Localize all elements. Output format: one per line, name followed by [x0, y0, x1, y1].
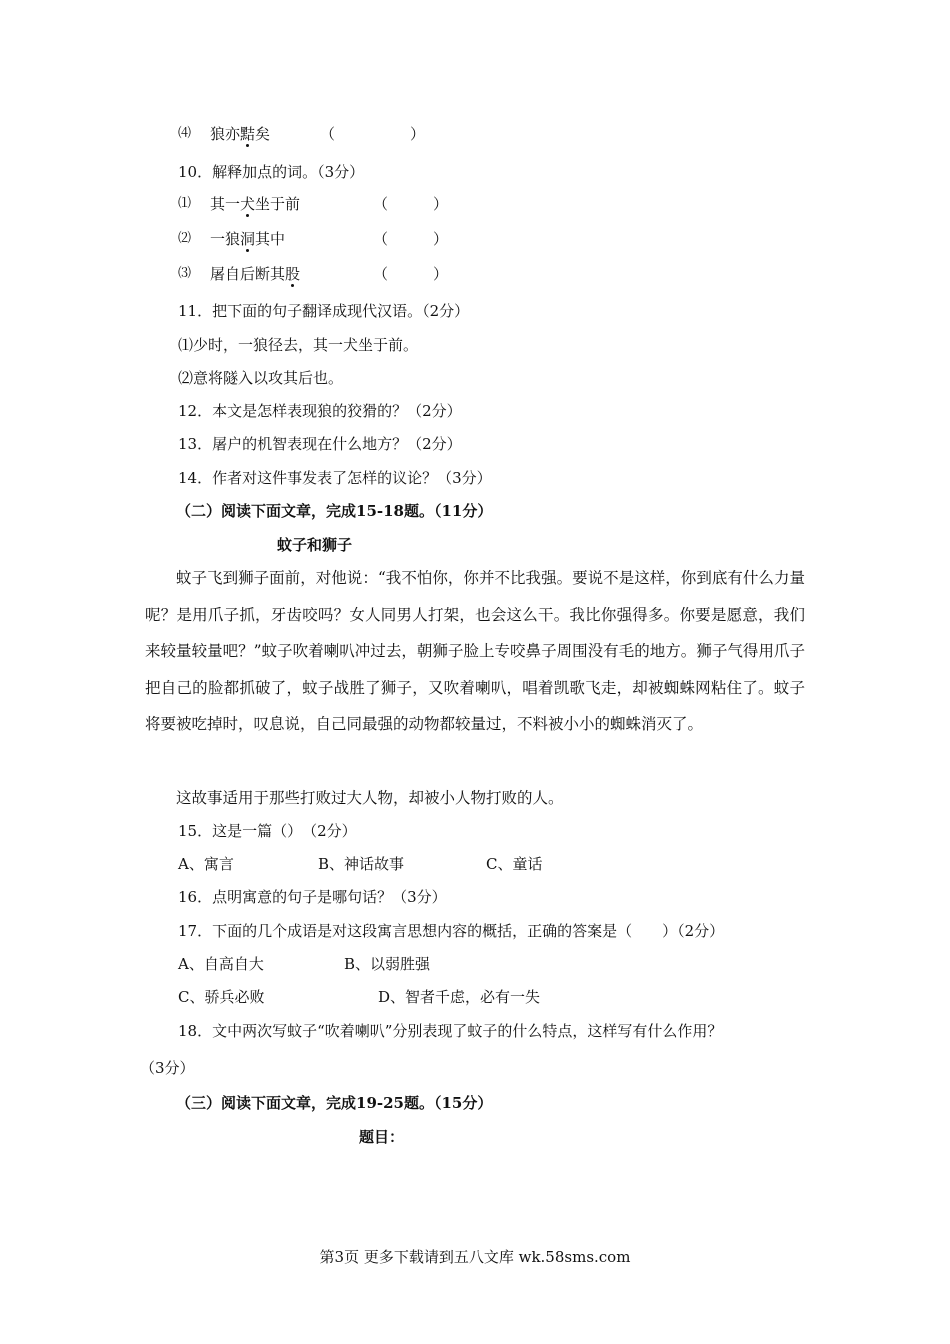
- q13: 13．屠户的机智表现在什么地方？（2分）: [178, 435, 462, 453]
- item-number: ⑷: [178, 126, 192, 141]
- q11-sentence-1: ⑴少时，一狼径去，其一犬坐于前。: [178, 336, 419, 354]
- item-number: ⑵: [178, 231, 192, 246]
- answer-blank: （ ）: [373, 195, 449, 213]
- item-text: 屠自后断其股: [210, 265, 301, 283]
- story-paragraph: 蚊子飞到狮子面前，对他说：“我不怕你，你并不比我强。要说不是这样，你到底有什么力量呢？是用爪子抓，牙齿咬吗？女人同男人打架，也会这么干。我比你强得多。你要是愿意，我们来较量较量吧？”蚊子吹着喇叭冲过去，朝狮子脸上专咬鼻子周围没有毛的地方。狮子气得用爪子把自己的脸都抓破了，蚊子战胜了狮子，又吹着喇叭，唱着凯歌飞走，却被蜘蛛网粘住了。蚊子将要被吃掉时，叹息说，自己同最强的动物都较量过，不料被小小的蜘蛛消灭了。: [145, 569, 805, 733]
- q10-title: 10．解释加点的词。（3分）: [178, 163, 365, 181]
- moral-paragraph: 这故事适用于那些打败过大人物，却被小人物打败的人。: [176, 789, 564, 807]
- item-number: ⑶: [178, 266, 192, 281]
- item-text: 其一犬坐于前: [210, 195, 301, 213]
- q11-sentence-2: ⑵意将隧入以攻其后也。: [178, 369, 344, 387]
- q12: 12．本文是怎样表现狼的狡猾的？（2分）: [178, 402, 462, 420]
- option-c: C、骄兵必败: [178, 988, 265, 1006]
- answer-blank: （ ）: [320, 125, 426, 143]
- item-text: 一狼洞其中: [210, 230, 286, 248]
- option-a: A、寓言: [178, 855, 234, 873]
- option-b: B、以弱胜强: [344, 955, 431, 973]
- item-number: ⑴: [178, 196, 192, 211]
- option-d: D、智者千虑，必有一失: [378, 988, 541, 1006]
- q16: 16．点明寓意的句子是哪句话？（3分）: [178, 888, 447, 906]
- option-a: A、自高自大: [178, 955, 264, 973]
- q14: 14．作者对这件事发表了怎样的议论？（3分）: [178, 469, 492, 487]
- q11-title: 11．把下面的句子翻译成现代汉语。（2分）: [178, 302, 470, 320]
- page-footer: 第3页 更多下载请到五八文库 wk.58sms.com: [319, 1248, 631, 1266]
- story-title: 蚊子和狮子: [277, 536, 353, 554]
- q18-line-1: 18．文中两次写蚊子“吹着喇叭”分别表现了蚊子的什么特点，这样写有什么作用？: [178, 1022, 723, 1040]
- q17: 17．下面的几个成语是对这段寓言思想内容的概括，正确的答案是（ ）（2分）: [178, 922, 725, 940]
- q18-line-2: （3分）: [140, 1059, 195, 1077]
- section-3-title-label: 题目：: [359, 1128, 405, 1146]
- answer-blank: （ ）: [373, 265, 449, 283]
- item-text: 狼亦黠矣: [210, 125, 271, 143]
- answer-blank: （ ）: [373, 230, 449, 248]
- section-2-header: （二）阅读下面文章，完成15-18题。（11分）: [176, 502, 493, 520]
- option-b: B、神话故事: [318, 855, 405, 873]
- q15: 15．这是一篇（） （2分）: [178, 822, 357, 840]
- option-c: C、童话: [486, 855, 543, 873]
- section-3-header: （三）阅读下面文章，完成19-25题。（15分）: [176, 1094, 493, 1112]
